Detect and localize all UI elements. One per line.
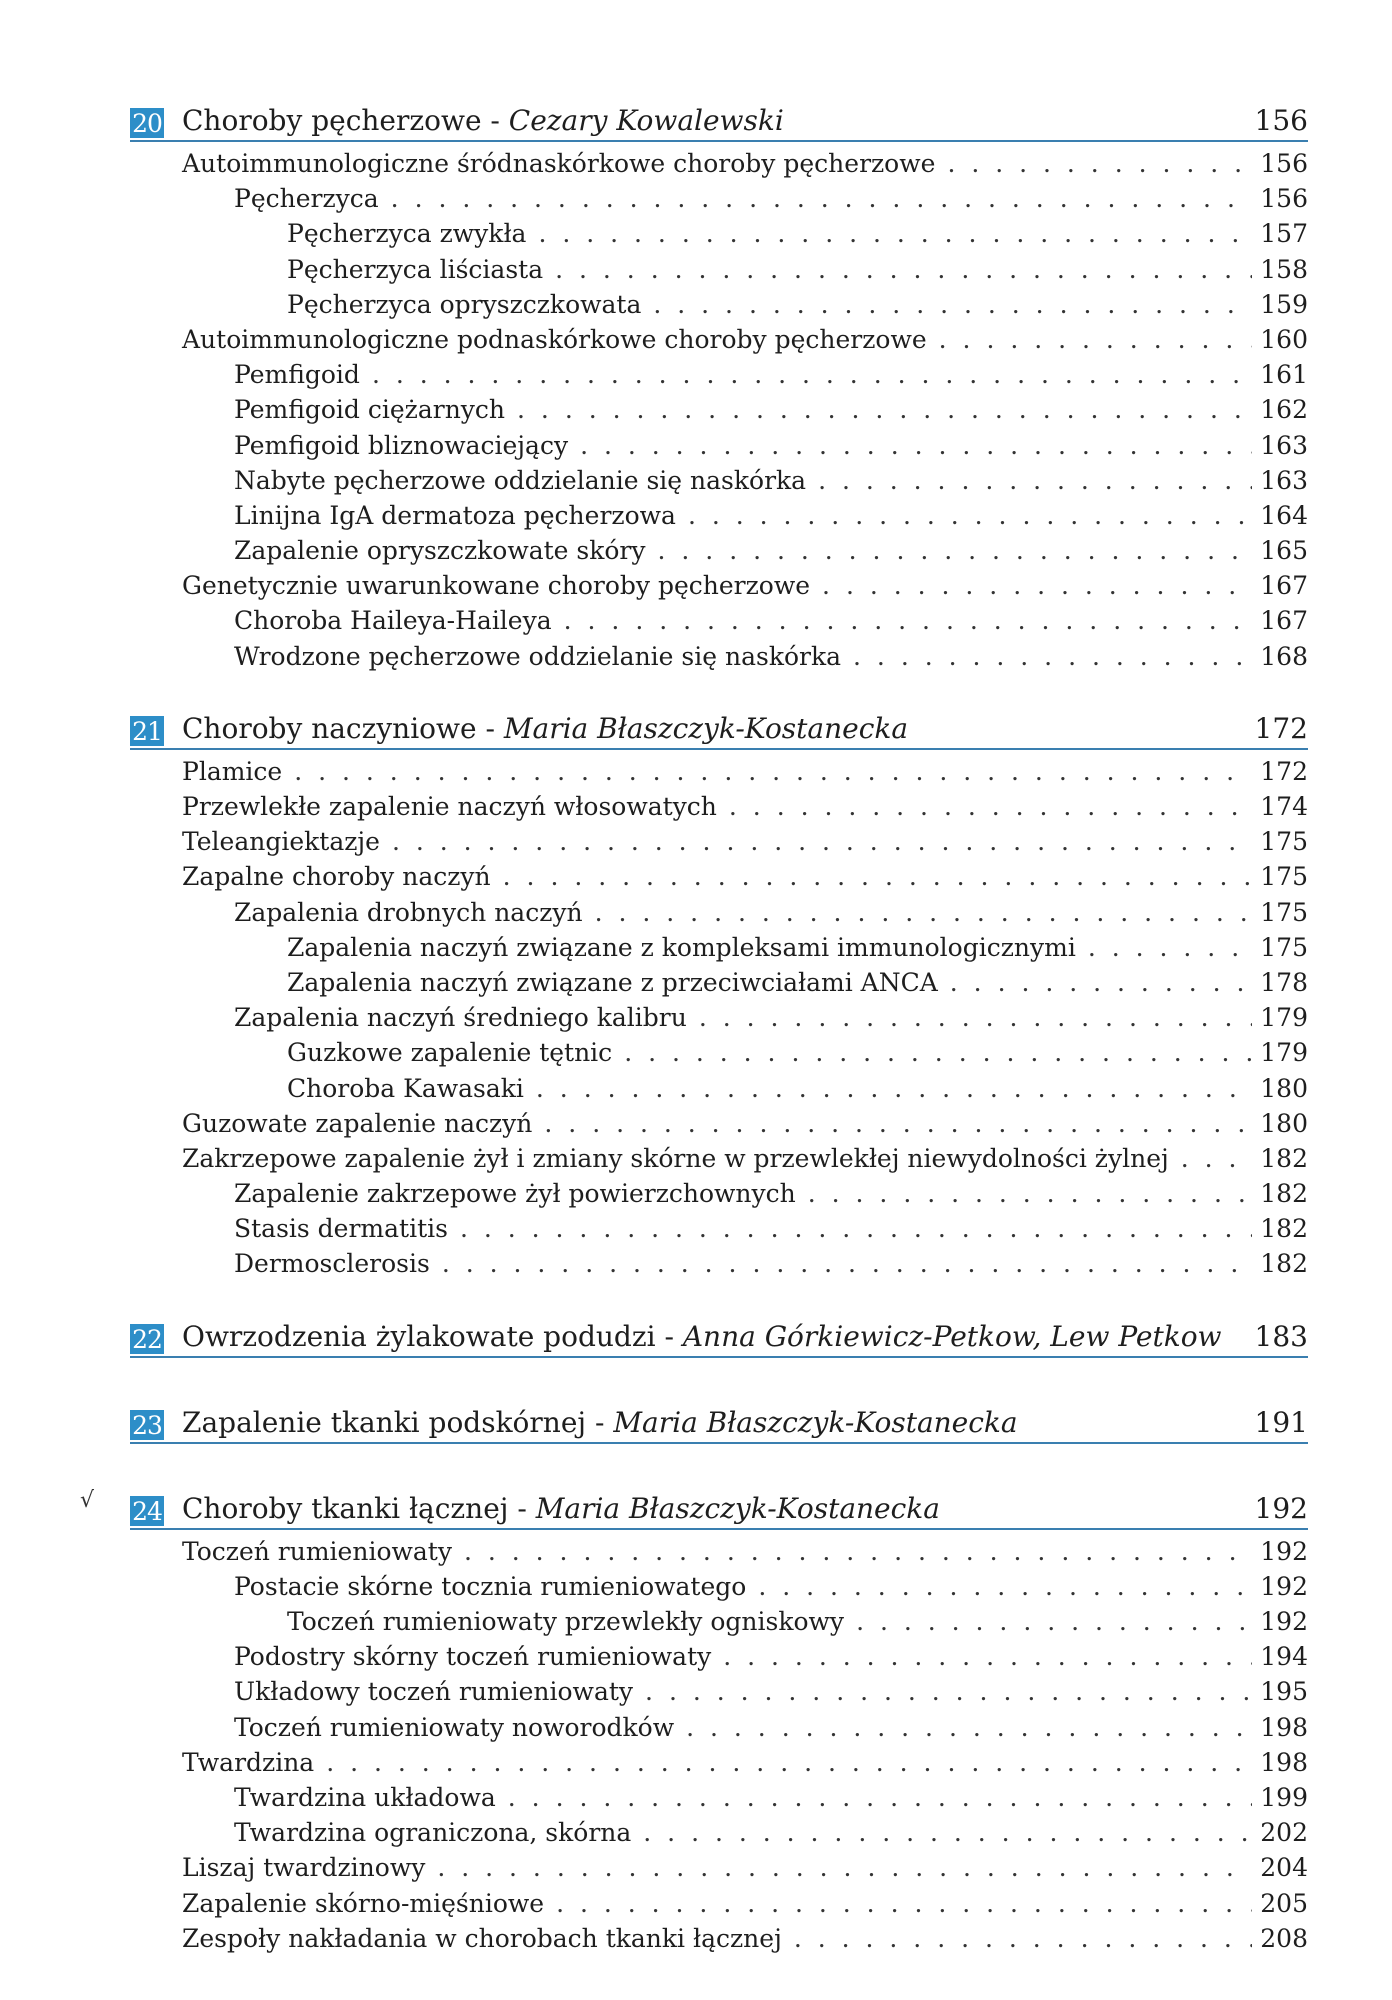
chapter-author: Maria Błaszczyk-Kostanecka [613,1405,1018,1439]
dot-leader [729,789,1252,824]
toc-entry-page: 195 [1260,1677,1308,1707]
dot-leader [442,1246,1252,1281]
toc-entry [130,1815,1308,1850]
toc-entry-label: Pemfigoid ciężarnych [234,395,506,425]
dot-leader [437,1850,1252,1885]
toc-entry-page: 157 [1260,219,1308,249]
chapter-heading [130,1314,1308,1358]
dot-leader [391,181,1252,216]
dot-leader [294,754,1252,789]
toc-entry-label: Toczeń rumieniowaty [182,1536,452,1566]
toc-entry-page: 163 [1260,430,1308,460]
chapter-title [182,104,784,138]
toc-entry-page: 179 [1260,1038,1308,1068]
toc-entry [130,1000,1308,1035]
dot-leader [564,603,1252,638]
toc-entry [130,603,1308,638]
toc-entry-page: 198 [1260,1712,1308,1742]
toc-entry [130,1071,1308,1106]
chapter-24 [130,1486,1308,1956]
dot-leader [856,1604,1252,1639]
chapter-title-text: Owrzodzenia żylakowate podudzi - [182,1319,683,1353]
dot-leader [818,463,1252,498]
toc-entry [130,895,1308,930]
dot-leader [950,965,1252,1000]
chapter-author: Maria Błaszczyk-Kostanecka [503,711,909,745]
chapter-title-text: Choroby tkanki łącznej - [182,1491,536,1525]
toc-entry-label: Zespoły nakładania w chorobach tkanki łącznej [182,1923,782,1953]
dot-leader [723,1639,1252,1674]
toc-entry [130,287,1308,322]
toc-entry-page: 192 [1260,1536,1308,1566]
chapter-heading [130,706,1308,750]
chapter-page: 183 [1254,1319,1308,1353]
dot-leader [392,824,1252,859]
dot-leader [580,428,1252,463]
chapter-20 [130,98,1308,674]
chapter-title [182,1406,1018,1440]
toc-entry [130,533,1308,568]
dot-leader [460,1211,1252,1246]
toc-entry [130,392,1308,427]
toc-entry-label: Choroba Haileya-Haileya [234,606,552,636]
toc-entry-page: 205 [1260,1888,1308,1918]
dot-leader [544,1106,1252,1141]
toc-entry-page: 199 [1260,1782,1308,1812]
dot-leader [688,498,1252,533]
toc-entry [130,1745,1308,1780]
dot-leader [1181,1141,1252,1176]
toc-entry [130,252,1308,287]
chapter-title-text: Choroby pęcherzowe - [182,104,509,137]
toc-entry-label: Guzowate zapalenie naczyń [182,1108,533,1138]
toc-entry [130,1211,1308,1246]
toc-entry-label: Linijna IgA dermatoza pęcherzowa [234,500,676,530]
toc-entry-label: Układowy toczeń rumieniowaty [234,1677,634,1707]
toc-entry [130,754,1308,789]
toc-entry-page: 159 [1260,289,1308,319]
toc-entry-label: Podostry skórny toczeń rumieniowaty [234,1642,712,1672]
dot-leader [758,1569,1252,1604]
toc-entry [130,216,1308,251]
dot-leader [624,1035,1252,1070]
toc-entry-page: 194 [1260,1642,1308,1672]
toc-entry [130,1534,1308,1569]
dot-leader [822,568,1252,603]
toc-entry-page: 165 [1260,536,1308,566]
toc-entry-label: Zapalne choroby naczyń [182,862,491,892]
toc-entry-page: 167 [1260,571,1308,601]
dot-leader [658,533,1252,568]
toc-entry-page: 179 [1260,1003,1308,1033]
table-of-contents [130,98,1308,1956]
chapter-heading [130,98,1308,142]
toc-entry-page: 208 [1260,1923,1308,1953]
toc-entry [130,1246,1308,1281]
toc-entry-label: Nabyte pęcherzowe oddzielanie się naskórka [234,465,807,495]
toc-entry [130,322,1308,357]
toc-entry [130,1780,1308,1815]
toc-entry-label: Pęcherzyca zwykła [287,219,527,249]
toc-entry-label: Pęcherzyca opryszczkowata [287,289,642,319]
toc-entry-label: Toczeń rumieniowaty przewlekły ogniskowy [287,1607,845,1636]
chapter-title [182,1492,940,1526]
toc-entry-label: Guzkowe zapalenie tętnic [287,1038,613,1068]
dot-leader [517,392,1252,427]
toc-entry-page: 182 [1260,1179,1308,1209]
toc-entry-label: Autoimmunologiczne śródnaskórkowe choroby pęcherzowe [182,149,936,178]
chapter-page: 172 [1254,711,1308,745]
toc-entry-page: 164 [1260,500,1308,530]
toc-entry [130,965,1308,1000]
toc-entry-page: 182 [1260,1214,1308,1244]
toc-entry-label: Dermosclerosis [234,1249,430,1279]
toc-entry-page: 160 [1260,324,1308,354]
toc-entry [130,357,1308,392]
chapter-page: 156 [1254,104,1308,137]
dot-leader [643,1815,1252,1850]
dot-leader [464,1534,1252,1569]
toc-entry-label: Genetycznie uwarunkowane choroby pęcherzowe [182,571,811,601]
toc-entry-label: Przewlekłe zapalenie naczyń włosowatych [182,792,717,821]
toc-entry-label: Zapalenia naczyń związane z przeciwciałami ANCA [287,967,938,997]
chapter-author: Cezary Kowalewski [508,104,784,137]
toc-entry-label: Choroba Kawasaki [287,1073,524,1103]
toc-entry-label: Postacie skórne tocznia rumieniowatego [234,1571,747,1601]
dot-leader [556,1886,1252,1921]
toc-entry-label: Zapalenie skórno-mięśniowe [182,1888,545,1918]
chapter-title [182,1320,1222,1354]
chapter-page: 192 [1254,1491,1308,1525]
toc-entry-label: Zapalenia drobnych naczyń [234,897,583,927]
dot-leader [939,322,1252,357]
chapter-entries [130,754,1308,1282]
chapter-title-text: Choroby naczyniowe - [182,711,504,745]
toc-entry [130,1921,1308,1956]
chapter-number: 20 [130,108,164,138]
chapter-title [182,712,908,746]
toc-entry [130,824,1308,859]
toc-entry-label: Zapalenie zakrzepowe żył powierzchownych [234,1179,796,1209]
toc-entry-page: 182 [1260,1143,1308,1173]
toc-entry-page: 168 [1260,641,1308,671]
chapter-21 [130,706,1308,1282]
toc-entry-label: Teleangiektazje [182,827,380,857]
dot-leader [794,1921,1252,1956]
toc-entry-page: 192 [1260,1607,1308,1636]
toc-entry-page: 175 [1260,862,1308,892]
toc-entry-label: Twardzina ograniczona, skórna [234,1818,632,1848]
toc-entry [130,1604,1308,1639]
toc-entry-page: 202 [1260,1818,1308,1848]
toc-entry [130,1141,1308,1176]
toc-entry [130,146,1308,181]
chapter-number: 23 [130,1410,164,1440]
toc-entry-label: Pęcherzyca liściasta [287,254,544,284]
dot-leader [536,1071,1252,1106]
toc-entry-page: 180 [1260,1073,1308,1103]
dot-leader [947,146,1252,181]
toc-entry-page: 156 [1260,149,1308,178]
toc-entry-label: Toczeń rumieniowaty noworodków [234,1712,675,1742]
margin-checkmark: √ [80,1488,95,1513]
dot-leader [699,1000,1252,1035]
toc-entry-page: 162 [1260,395,1308,425]
toc-entry-label: Pemfigoid bliznowaciejący [234,430,569,460]
toc-entry [130,1035,1308,1070]
toc-entry-page: 182 [1260,1249,1308,1279]
chapter-entries [130,1534,1308,1956]
toc-entry-label: Zapalenia naczyń średniego kalibru [234,1003,687,1033]
toc-entry-page: 156 [1260,184,1308,214]
dot-leader [326,1745,1252,1780]
chapter-entries [130,146,1308,674]
chapter-heading [130,1400,1308,1444]
dot-leader [808,1176,1252,1211]
toc-entry-page: 163 [1260,465,1308,495]
toc-entry-page: 175 [1260,932,1308,962]
toc-entry-label: Plamice [182,756,283,786]
toc-entry [130,1639,1308,1674]
toc-entry [130,1674,1308,1709]
toc-entry [130,498,1308,533]
toc-entry [130,1106,1308,1141]
chapter-number: 22 [130,1324,164,1354]
toc-entry [130,568,1308,603]
chapter-title-text: Zapalenie tkanki podskórnej - [182,1405,614,1439]
chapter-number: 21 [130,716,164,746]
toc-entry-label: Twardzina układowa [234,1782,496,1812]
toc-entry-label: Stasis dermatitis [234,1214,448,1244]
toc-entry-page: 174 [1260,792,1308,821]
toc-entry-label: Zakrzepowe zapalenie żył i zmiany skórne w przewlekłej niewydolności żylnej [182,1143,1169,1173]
toc-entry-page: 167 [1260,606,1308,636]
toc-entry-label: Zapalenie opryszczkowate skóry [234,536,646,566]
toc-entry-page: 192 [1260,1571,1308,1601]
toc-entry [130,1569,1308,1604]
toc-entry [130,1176,1308,1211]
toc-entry-page: 180 [1260,1108,1308,1138]
dot-leader [1088,930,1252,965]
dot-leader [853,639,1252,674]
toc-entry-page: 175 [1260,827,1308,857]
toc-entry [130,639,1308,674]
toc-entry [130,930,1308,965]
toc-entry-page: 175 [1260,897,1308,927]
chapter-heading [130,1486,1308,1530]
toc-entry [130,1886,1308,1921]
toc-entry [130,463,1308,498]
chapter-author: Anna Górkiewicz-Petkow, Lew Petkow [682,1319,1222,1353]
dot-leader [508,1780,1252,1815]
toc-entry [130,1710,1308,1745]
toc-entry-label: Zapalenia naczyń związane z kompleksami immunologicznymi [287,932,1076,962]
toc-entry-page: 198 [1260,1747,1308,1777]
toc-entry-label: Pemfigoid [234,360,360,390]
chapter-23 [130,1400,1308,1444]
dot-leader [653,287,1252,322]
toc-entry [130,181,1308,216]
dot-leader [372,357,1252,392]
dot-leader [686,1710,1252,1745]
chapter-author: Maria Błaszczyk-Kostanecka [535,1491,940,1525]
toc-entry [130,428,1308,463]
toc-entry-page: 158 [1260,254,1308,284]
chapter-22 [130,1314,1308,1358]
dot-leader [503,859,1252,894]
chapter-page: 191 [1254,1405,1308,1439]
toc-entry-page: 172 [1260,756,1308,786]
toc-entry [130,1850,1308,1885]
toc-entry-label: Wrodzone pęcherzowe oddzielanie się naskórka [234,641,842,671]
dot-leader [538,216,1252,251]
toc-entry-label: Autoimmunologiczne podnaskórkowe choroby pęcherzowe [182,324,927,354]
toc-entry-label: Pęcherzyca [234,184,379,214]
chapter-number: 24 [130,1496,164,1526]
toc-entry-page: 161 [1260,360,1308,390]
dot-leader [645,1674,1252,1709]
toc-entry-page: 178 [1260,967,1308,997]
toc-entry [130,789,1308,824]
dot-leader [555,252,1252,287]
toc-entry-page: 204 [1260,1853,1308,1883]
dot-leader [595,895,1252,930]
toc-entry-label: Liszaj twardzinowy [182,1853,426,1883]
toc-entry-label: Twardzina [182,1747,315,1777]
toc-entry [130,859,1308,894]
